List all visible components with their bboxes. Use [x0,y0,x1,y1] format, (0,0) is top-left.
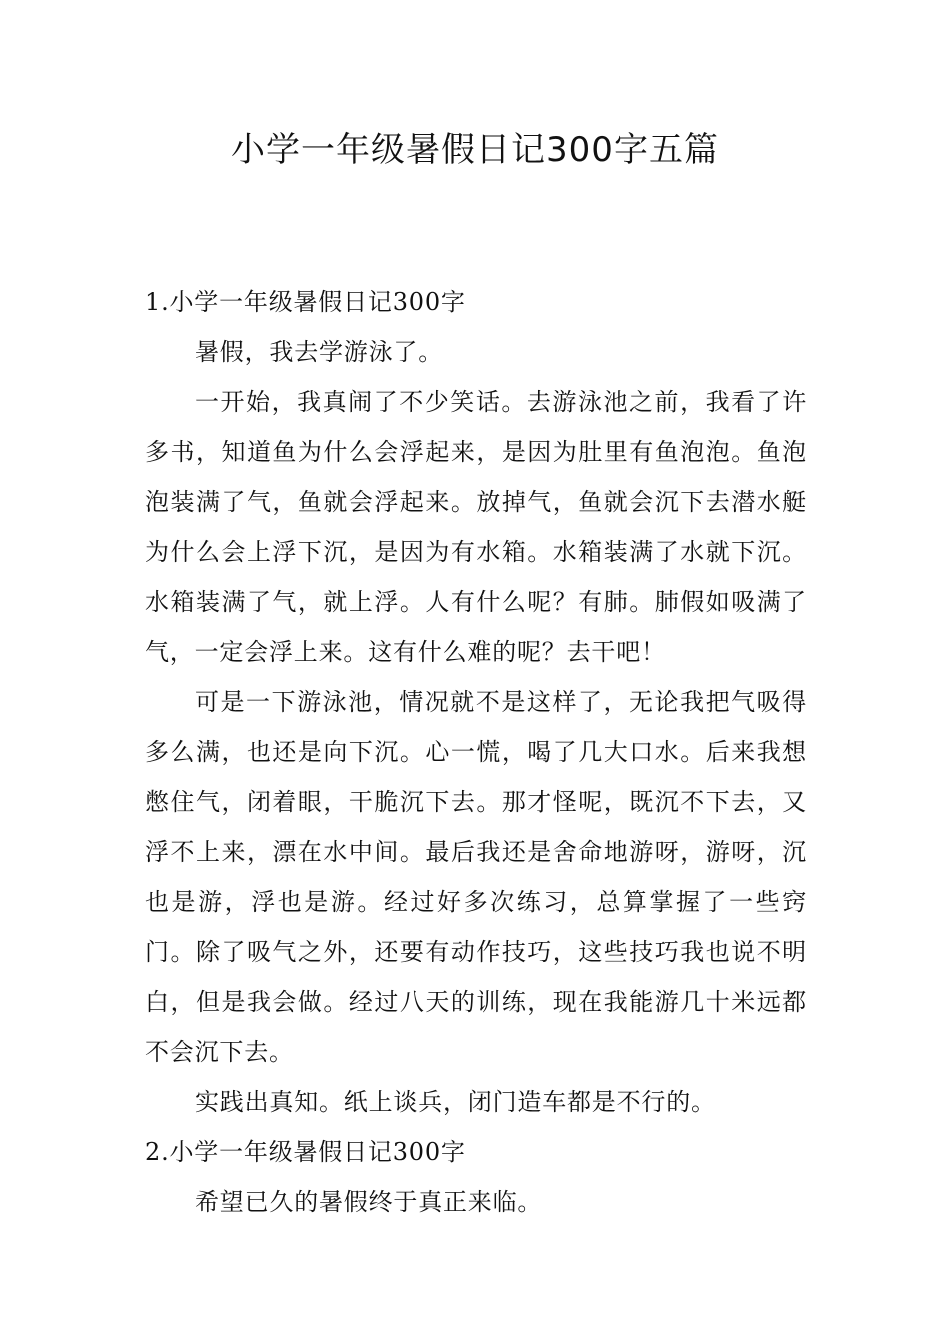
paragraph: 实践出真知。纸上谈兵，闭门造车都是不行的。 [195,1088,716,1116]
document-body [145,277,807,1227]
document-title: 小学一年级暑假日记300字五篇 [231,130,719,170]
section-heading: 2.小学一年级暑假日记300字 [145,1138,466,1166]
diary-section-2 [145,1127,807,1227]
section-heading: 1.小学一年级暑假日记300字 [145,288,466,316]
paragraph: 一开始，我真闹了不少笑话。去游泳池之前，我看了许多书，知道鱼为什么会浮起来，是因为肚里有鱼泡泡。鱼泡泡装满了气，鱼就会浮起来。放掉气，鱼就会沉下去潜水艇为什么会上浮下沉，是因为有水箱。水箱装满了水就下沉。水箱装满了气，就上浮。人有什么呢？有肺。肺假如吸满了气，一定会浮上来。这有什么难的呢？去干吧！ [145,388,807,666]
paragraph: 暑假，我去学游泳了。 [195,338,443,366]
paragraph: 可是一下游泳池，情况就不是这样了，无论我把气吸得多么满，也还是向下沉。心一慌，喝了几大口水。后来我想憋住气，闭着眼，干脆沉下去。那才怪呢，既沉不下去，又浮不上来，漂在水中间。最后我还是舍命地游呀，游呀，沉也是游，浮也是游。经过好多次练习，总算掌握了一些窍门。除了吸气之外，还要有动作技巧，这些技巧我也说不明白，但是我会做。经过八天的训练，现在我能游几十米远都不会沉下去。 [145,688,807,1066]
paragraph: 希望已久的暑假终于真正来临。 [195,1188,543,1216]
diary-section-1 [145,277,807,1127]
